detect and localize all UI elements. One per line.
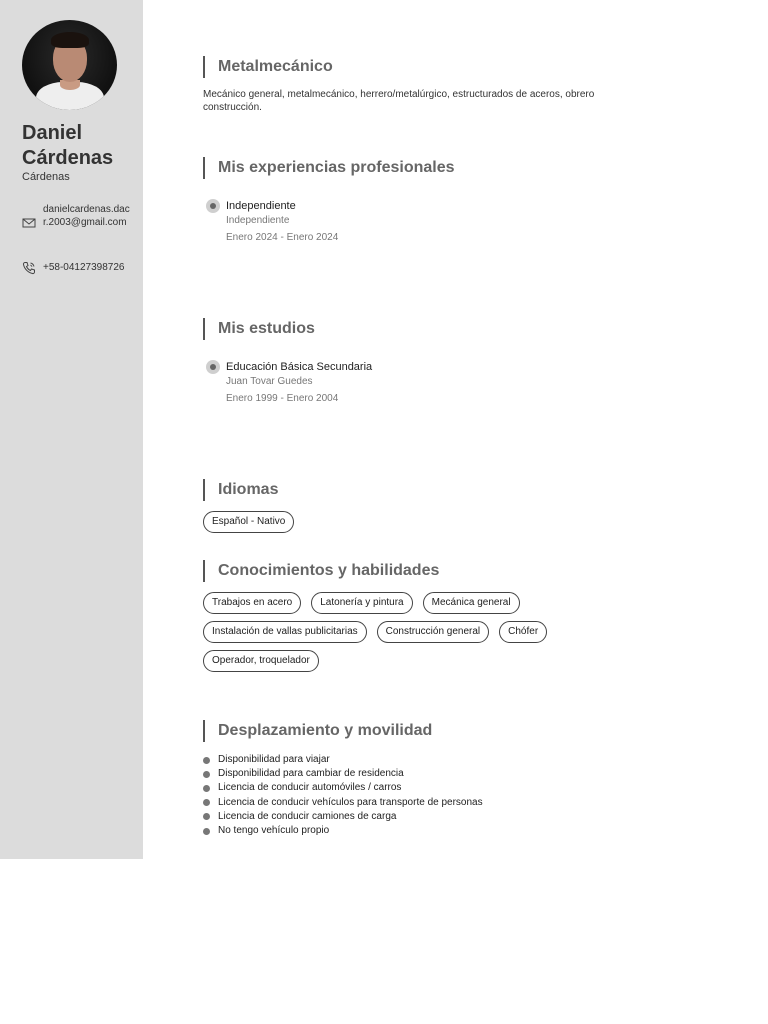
bullet-dot-icon <box>203 771 210 778</box>
sidebar <box>0 0 143 859</box>
skill-chip: Instalación de vallas publicitarias <box>203 621 367 643</box>
mobility-item: Licencia de conducir vehículos para transporte de personas <box>218 796 483 808</box>
education-dates: Enero 1999 - Enero 2004 <box>226 393 339 404</box>
languages-list <box>203 511 623 533</box>
email-text[interactable]: danielcardenas.dacr.2003@gmail.com <box>43 204 130 228</box>
mobility-item: Licencia de conducir automóviles / carros <box>218 782 402 794</box>
mobility-item: Disponibilidad para viajar <box>218 754 330 766</box>
phone-text[interactable]: +58-04127398726 <box>43 262 125 273</box>
mobility-item: Disponibilidad para cambiar de residencia <box>218 768 404 780</box>
list-item <box>203 781 483 795</box>
summary-text: Mecánico general, metalmecánico, herrero/metalúrgico, estructurados de aceros, obrero construcción. <box>203 89 595 113</box>
envelope-icon <box>22 216 36 230</box>
education-degree: Educación Básica Secundaria <box>226 361 373 373</box>
section-title-mobility: Desplazamiento y movilidad <box>203 720 432 742</box>
bullet-dot-icon <box>203 785 210 792</box>
skill-chip: Construcción general <box>377 621 490 643</box>
profile-name: Daniel Cárdenas <box>22 122 114 169</box>
skill-chip: Operador, troquelador <box>203 650 319 672</box>
contact-email[interactable] <box>22 203 133 230</box>
mobility-list <box>203 753 483 838</box>
experience-dates: Enero 2024 - Enero 2024 <box>226 232 339 243</box>
mobility-item: Licencia de conducir camiones de carga <box>218 810 397 822</box>
skill-chip: Latonería y pintura <box>311 592 412 614</box>
bullet-dot-icon <box>203 828 210 835</box>
list-item <box>203 753 483 767</box>
bullet-dot-icon <box>203 799 210 806</box>
list-item <box>203 810 483 824</box>
section-title-education: Mis estudios <box>203 318 315 340</box>
avatar <box>22 20 117 110</box>
list-item <box>203 824 483 838</box>
contact-phone[interactable] <box>22 261 143 275</box>
list-item <box>203 796 483 810</box>
skill-chip: Mecánica general <box>423 592 520 614</box>
skill-chip: Chófer <box>499 621 547 643</box>
language-chip: Español - Nativo <box>203 511 294 533</box>
list-item <box>203 767 483 781</box>
skills-list <box>203 592 623 672</box>
section-title-languages: Idiomas <box>203 479 278 501</box>
section-title-experience: Mis experiencias profesionales <box>203 157 455 179</box>
bullet-dot-icon <box>203 813 210 820</box>
bullet-icon <box>206 199 220 213</box>
bullet-dot-icon <box>203 757 210 764</box>
experience-role: Independiente <box>226 200 296 212</box>
section-title-summary: Metalmecánico <box>203 56 333 78</box>
section-title-skills: Conocimientos y habilidades <box>203 560 439 582</box>
profile-subname: Cárdenas <box>22 171 70 183</box>
experience-company: Independiente <box>226 215 290 226</box>
skill-chip: Trabajos en acero <box>203 592 301 614</box>
education-school: Juan Tovar Guedes <box>226 376 313 387</box>
phone-icon <box>22 261 36 275</box>
mobility-item: No tengo vehículo propio <box>218 825 330 837</box>
bullet-icon <box>206 360 220 374</box>
